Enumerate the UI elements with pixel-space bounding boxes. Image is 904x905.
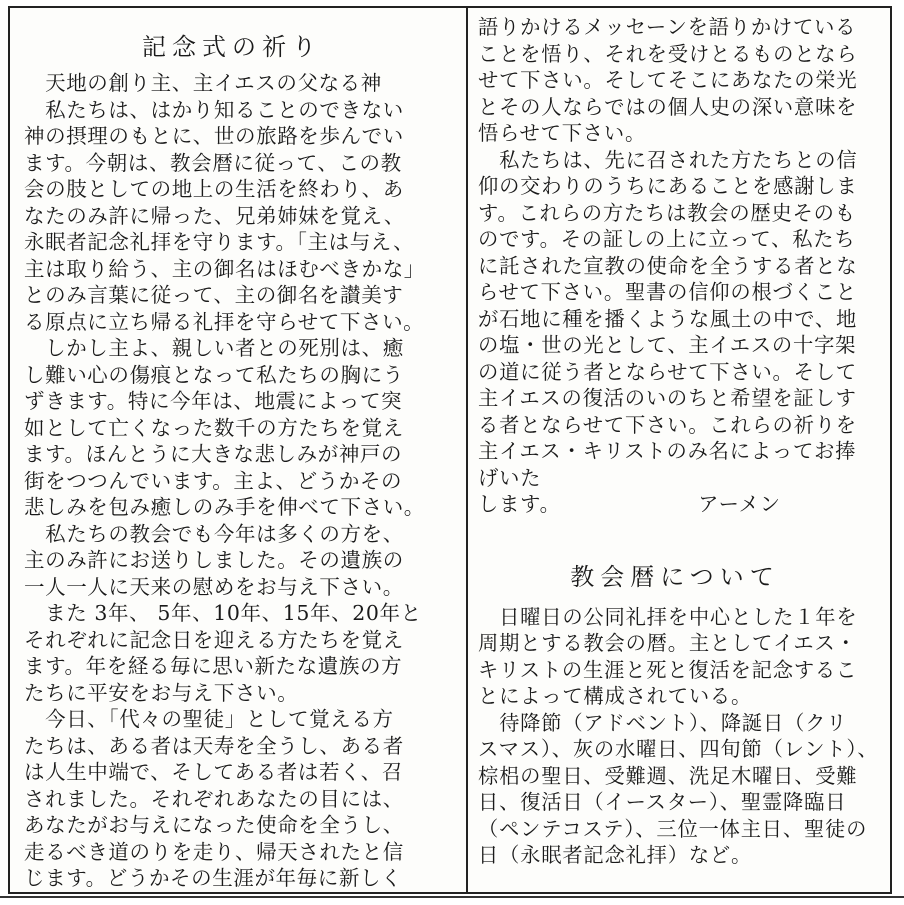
left-column: [24, 24, 460, 892]
column-divider: [466, 6, 468, 894]
right-column: [478, 14, 882, 869]
prayer-text-left: 天地の創り主、主イエスの父なる神 私たちは、はかり知ることのできない 神の摂理のもとに、世の旅路を歩んでい ます。今朝は、教会暦に従って、この教 会の肢としての地上の生活を終わり、あ なたのみ許に帰った、兄弟姉妹を覚え、 永眠者記念礼拝を守ります。「主は与え、 主は取り給う、主の御名はほむべきかな」 とのみ言葉に従って、主の御名を讃美す る原点に立ち帰る礼拝を守らせて下さい。 しかし主よ、親しい者との死別は、癒 し難い心の傷痕となって私たちの胸にう ずきます。特に今年は、地震によって突 如として亡くなった数千の方たちを覚え ます。ほんとうに大きな悲しみが神戸の 街をつつんでいます。主よ、どうかその 悲しみを包み癒しのみ手を伸べて下さい。 私たちの教会でも今年は多くの方を、 主のみ許にお送りしました。その遺族の 一人一人に天来の慰めをお与え下さい。 また 3年、 5年、10年、15年、20年と それぞれに記念日を迎える方たちを覚え ます。年を経る毎に思い新たな遺族の方 たちに平安をお与え下さい。 今日、「代々の聖徒」として覚える方 たちは、ある者は天寿を全うし、ある者 は人生中端で、そしてある者は若く、召 されました。それぞれあなたの目には、 あなたがお与えになった使命を全うし、 走るべき道のりを走り、帰天されたと信 じます。どうかその生涯が年毎に新しく: [24, 71, 425, 890]
bottom-rule: [0, 896, 904, 898]
prayer-title: 記念式の祈り: [142, 33, 322, 61]
church-calendar-title: 教会暦について: [570, 562, 780, 591]
church-calendar-text: 日曜日の公同礼拝を中心とした１年を 周期とする教会の暦。主としてイエス・ キリストの生涯と死と復活を記念するこ とによって構成されている。 待降節（アドベント）、降誕日（クリ スマス）、灰の水曜日、四旬節（レント）、 棕梠の聖日、受難週、洗足木曜日、受難 日、復活日（イースター）、聖霊降臨日 （ペンテコステ）、三位一体主日、聖徒の 日（永眠者記念礼拝）など。: [478, 604, 879, 867]
prayer-text-right: 語りかけるメッセーンを語りかけている ことを悟り、それを受けとるものとなら せて下さい。そしてそこにあなたの栄光 とその人ならではの個人史の深い意味を 悟らせて下さい。 私たちは、先に召された方たちとの信 仰の交わりのうちにあることを感謝しま す。これらの方たちは教会の歴史そのも のです。その証しの上に立って、私たち に託された宣教の使命を全うする者とな らせて下さい。聖書の信仰の根づくこと が石地に種を播くような風土の中で、地 の塩・世の光として、主イエスの十字架 の道に従う者とならせて下さい。そして 主イエスの復活のいのちと希望を証しす る者とならせて下さい。これらの祈りを 主イエス・キリストのみ名によってお捧 げいた します。 アーメン: [478, 15, 858, 516]
